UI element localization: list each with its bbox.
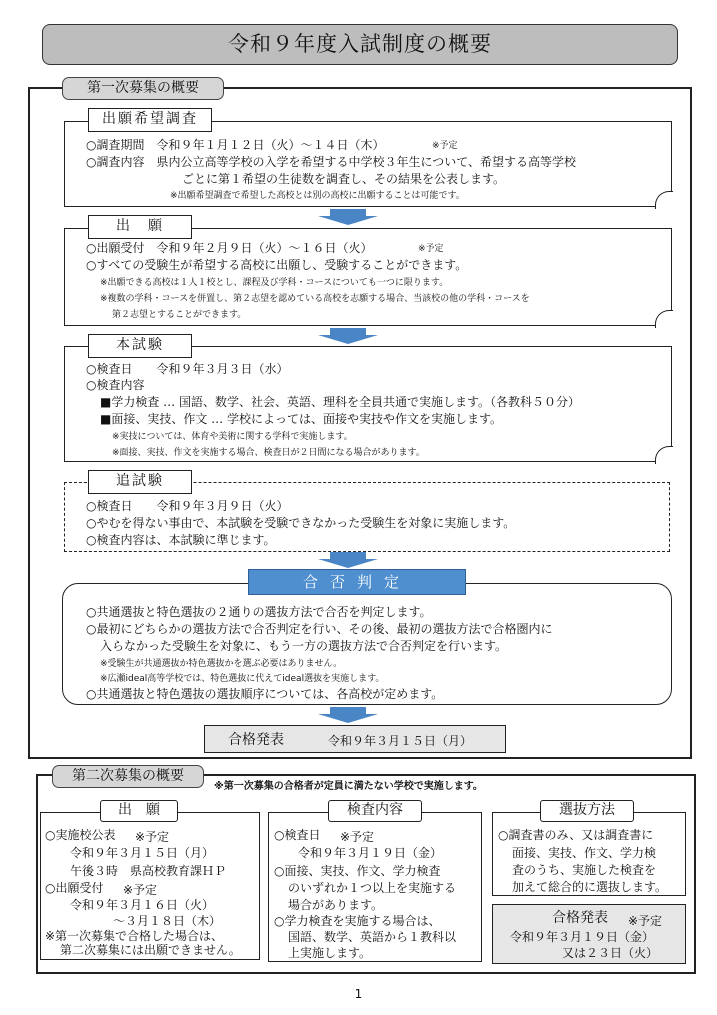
exam-date: ○検査日 令和９年３月３日（水） bbox=[86, 362, 289, 376]
judgement-line-1: ○共通選抜と特色選抜の２通りの選抜方法で合否を判定します。 bbox=[86, 605, 432, 619]
second-exam-types-cont-2: 場合があります。 bbox=[288, 898, 384, 912]
apply-note-1: ※出願できる高校は１人１校とし、課程及び学科・コースについても一つに限ります。 bbox=[100, 278, 449, 288]
apply-period-note: ※予定 bbox=[418, 244, 444, 254]
second-pass-note: ※予定 bbox=[628, 914, 663, 928]
second-apply-label: 出 願 bbox=[100, 800, 178, 822]
second-exam-academic-cont: 国語、数学、英語から１教科以 bbox=[288, 930, 457, 944]
second-method-line-1: ○調査書のみ、又は調査書に bbox=[498, 828, 654, 842]
apply-info: ○すべての受験生が希望する高校に出願し、受験することができます。 bbox=[86, 258, 468, 272]
second-method-line-4: 加えて総合的に選抜します。 bbox=[512, 880, 668, 894]
judgement-line-2: ○最初にどちらかの選抜方法で合否判定を行い、その後、最初の選抜方法で合格圏内に bbox=[86, 622, 553, 636]
makeup-content: ○検査内容は、本試験に準じます。 bbox=[86, 533, 276, 547]
page-number: 1 bbox=[354, 987, 363, 1001]
second-pass-label: 合格発表 bbox=[552, 910, 608, 926]
apply-label: 出 願 bbox=[88, 215, 192, 239]
survey-label: 出願希望調査 bbox=[88, 108, 212, 132]
pass-date: 令和９年３月１５日（月） bbox=[328, 734, 473, 748]
survey-content: ○調査内容 県内公立高等学校の入学を希望する中学校３年生について、希望する高等学校 bbox=[86, 155, 576, 169]
apply-note-2: ※複数の学科・コースを併置し、第２志望を認めている高校を志願する場合、当該校の他の学科・コースを bbox=[100, 294, 530, 304]
second-apply-note-1: ※第一次募集で合格した場合は、 bbox=[45, 929, 224, 943]
survey-period-note: ※予定 bbox=[432, 141, 458, 151]
flow-arrow-icon bbox=[318, 328, 378, 344]
second-apply-end: ～３月１８日（木） bbox=[113, 914, 222, 928]
judgement-label: 合否判定 bbox=[248, 569, 466, 595]
second-exam-academic: ○学力検査を実施する場合は、 bbox=[274, 914, 441, 928]
flow-arrow-icon bbox=[318, 552, 378, 568]
first-recruitment-heading: 第一次募集の概要 bbox=[62, 77, 224, 100]
makeup-date: ○検査日 令和９年３月９日（火） bbox=[86, 499, 289, 513]
page-title: 令和９年度入試制度の概要 bbox=[42, 24, 678, 65]
second-publish-note: ※予定 bbox=[135, 830, 170, 844]
second-apply-period-note: ※予定 bbox=[123, 883, 158, 897]
judgement-line-4: ○共通選抜と特色選抜の選抜順序については、各高校が定めます。 bbox=[86, 687, 444, 701]
second-apply-period: ○出願受付 bbox=[45, 881, 104, 895]
second-publish: ○実施校公表 bbox=[45, 828, 116, 842]
second-exam-types: ○面接、実技、作文、学力検査 bbox=[274, 864, 441, 878]
second-recruitment-heading: 第二次募集の概要 bbox=[52, 765, 204, 788]
makeup-label: 追試験 bbox=[88, 470, 192, 494]
flow-arrow-icon bbox=[318, 707, 378, 723]
judgement-line-3: 入らなかった受験生を対象に、もう一方の選抜方法で合否判定を行います。 bbox=[100, 639, 508, 653]
second-pass-date-1: 令和９年３月１９日（金） bbox=[510, 930, 655, 944]
exam-academic: ■学力検査 … 国語、数学、社会、英語、理科を全員共通で実施します。（各教科５０分） bbox=[100, 395, 581, 409]
survey-content-cont: ごとに第１希望の生徒数を調査し、その結果を公表します。 bbox=[182, 172, 506, 186]
judgement-note-2: ※広瀬ideal高等学校では、特色選抜に代えてideal選抜を実施します。 bbox=[100, 674, 385, 684]
second-publish-date: 令和９年３月１５日（月） bbox=[70, 846, 215, 860]
exam-content-heading: ○検査内容 bbox=[86, 378, 145, 392]
second-exam-date-note: ※予定 bbox=[340, 830, 375, 844]
exam-note-1: ※実技については、体育や美術に関する学科で実施します。 bbox=[112, 432, 353, 442]
judgement-note-1: ※受験生が共通選抜か特色選抜かを選ぶ必要はありません。 bbox=[100, 659, 343, 669]
exam-note-2: ※面接、実技、作文を実施する場合、検査日が２日間になる場合があります。 bbox=[112, 448, 425, 458]
second-pass-date-2: 又は２３日（火） bbox=[562, 946, 659, 960]
second-apply-note-2: 第二次募集には出願できません。 bbox=[60, 943, 241, 957]
makeup-target: ○やむを得ない事由で、本試験を受験できなかった受験生を対象に実施します。 bbox=[86, 516, 516, 530]
survey-note: ※出願希望調査で希望した高校とは別の高校に出願することは可能です。 bbox=[170, 191, 465, 201]
survey-period: ○調査期間 令和９年１月１２日（火）～１４日（木） bbox=[86, 138, 385, 152]
second-method-line-2: 面接、実技、作文、学力検 bbox=[512, 846, 657, 860]
second-exam-types-cont: のいずれか１つ以上を実施する bbox=[288, 881, 457, 895]
second-recruitment-note: ※第一次募集の合格者が定員に満たない学校で実施します。 bbox=[214, 781, 483, 792]
second-publish-time: 午後３時 県高校教育課ＨＰ bbox=[70, 864, 227, 878]
exam-interview: ■面接、実技、作文 … 学校によっては、面接や実技や作文を実施します。 bbox=[100, 412, 503, 426]
second-exam-label: 検査内容 bbox=[328, 800, 422, 822]
second-exam-date: 令和９年３月１９日（金） bbox=[298, 846, 443, 860]
second-method-line-3: 査のうち、実施した検査を bbox=[512, 863, 657, 877]
exam-label: 本試験 bbox=[88, 334, 192, 358]
flow-arrow-icon bbox=[318, 209, 378, 225]
apply-note-2-cont: 第２志望とすることができます。 bbox=[112, 310, 247, 320]
apply-period: ○出願受付 令和９年２月９日（火）～１６日（火） bbox=[86, 241, 373, 255]
second-exam-date-heading: ○検査日 bbox=[274, 828, 321, 842]
second-apply-start: 令和９年３月１６日（火） bbox=[70, 898, 215, 912]
pass-label: 合格発表 bbox=[228, 732, 284, 748]
second-exam-academic-cont-2: 上実施します。 bbox=[288, 946, 372, 960]
second-method-label: 選抜方法 bbox=[540, 800, 634, 822]
